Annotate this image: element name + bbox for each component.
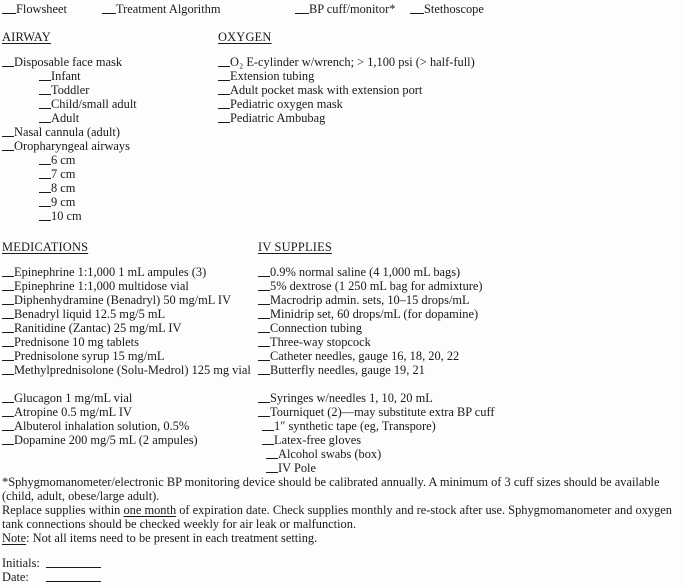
checklist-item: [2, 125, 218, 139]
checklist-item: [39, 181, 218, 195]
airway-oxygen-section: [2, 30, 685, 223]
item-label: Adult: [51, 111, 80, 125]
checkbox-blank[interactable]: [39, 120, 51, 123]
checklist-item: [258, 335, 685, 349]
checklist-item: [2, 321, 258, 335]
item-label: Three-way stopcock: [270, 335, 371, 349]
footnote-text: *Sphygmomanometer/electronic BP monitoring device should be calibrated annually. A minimum of 3 cuff sizes should be available (child, adult, obese/large adult).: [2, 475, 660, 503]
checkbox-blank[interactable]: [258, 330, 270, 333]
top-checklist-row: [2, 2, 685, 16]
item-label: 10 cm: [51, 209, 82, 223]
item-label: Alcohol swabs (box): [278, 447, 382, 461]
checklist-item: [39, 69, 218, 83]
checkbox-blank[interactable]: [258, 302, 270, 305]
date-label: Date:: [2, 570, 29, 584]
checkbox-blank[interactable]: [258, 414, 270, 417]
item-label: Glucagon 1 mg/mL vial: [14, 391, 133, 405]
checkbox-blank[interactable]: [2, 358, 14, 361]
checklist-item: [410, 2, 484, 16]
checkbox-blank[interactable]: [39, 204, 51, 207]
item-label: Minidrip set, 60 drops/mL (for dopamine): [270, 307, 479, 321]
checkbox-blank[interactable]: [2, 414, 14, 417]
checklist-item: [2, 363, 258, 377]
item-label: Latex-free gloves: [274, 433, 362, 447]
checkbox-blank[interactable]: [218, 78, 230, 81]
item-label: Prednisone 10 mg tablets: [14, 335, 139, 349]
checkbox-blank[interactable]: [2, 288, 14, 291]
initials-blank[interactable]: [46, 565, 101, 568]
item-label: Nasal cannula (adult): [14, 125, 120, 139]
item-label: Pediatric Ambubag: [230, 111, 326, 125]
checklist-item: [258, 307, 685, 321]
checklist-item: [2, 391, 258, 405]
item-label: Pediatric oxygen mask: [230, 97, 343, 111]
item-label: Tourniquet (2)—may substitute extra BP cuff: [270, 405, 495, 419]
checkbox-blank[interactable]: [218, 92, 230, 95]
medications-group-1: [2, 265, 258, 377]
checkbox-blank[interactable]: [2, 330, 14, 333]
checkbox-blank[interactable]: [295, 11, 309, 14]
item-label: Epinephrine 1:1,000 multidose vial: [14, 279, 189, 293]
section-heading: MEDICATIONS: [2, 240, 89, 254]
checklist-item: [258, 279, 685, 293]
item-label: IV Pole: [278, 461, 316, 475]
calibration-footnote: [2, 475, 685, 503]
item-label: Child/small adult: [51, 97, 137, 111]
item-label: Albuterol inhalation solution, 0.5%: [14, 419, 190, 433]
iv-supplies-group-2: [258, 391, 685, 475]
initials-label: Initials:: [2, 556, 40, 570]
item-label: Benadryl liquid 12.5 mg/5 mL: [14, 307, 166, 321]
item-label: Catheter needles, gauge 16, 18, 20, 22: [270, 349, 460, 363]
checklist-item: [39, 167, 218, 181]
item-label: BP cuff/monitor*: [309, 2, 396, 16]
checkbox-blank[interactable]: [262, 442, 274, 445]
item-label: 7 cm: [51, 167, 76, 181]
item-label: 0.9% normal saline (4 1,000 mL bags): [270, 265, 461, 279]
checkbox-blank[interactable]: [258, 400, 270, 403]
oxygen-heading: [218, 30, 685, 44]
footnote-text: Replace supplies within: [2, 503, 124, 517]
checkbox-blank[interactable]: [39, 162, 51, 165]
item-label: Macrodrip admin. sets, 10–15 drops/mL: [270, 293, 470, 307]
checklist-item: [258, 405, 685, 419]
checklist-item: [266, 461, 685, 475]
item-label: Atropine 0.5 mg/mL IV: [14, 405, 132, 419]
checklist-item: [2, 405, 258, 419]
checkbox-blank[interactable]: [2, 428, 14, 431]
checklist-item: [2, 55, 218, 69]
checklist-item: [218, 111, 685, 125]
checkbox-blank[interactable]: [102, 11, 116, 14]
checkbox-blank[interactable]: [2, 64, 14, 67]
signature-block: [2, 556, 685, 584]
footnotes: [2, 475, 685, 545]
checkbox-blank[interactable]: [39, 92, 51, 95]
checkbox-blank[interactable]: [39, 176, 51, 179]
checklist-item: [39, 97, 218, 111]
medications-ivsupplies-section: [2, 240, 685, 475]
item-label: Oropharyngeal airways: [14, 139, 130, 153]
footnote-text: : Not all items need to be present in each treatment setting.: [26, 531, 318, 545]
section-heading: AIRWAY: [2, 30, 51, 44]
date-row: [2, 570, 685, 584]
iv-supplies-heading: [258, 240, 685, 254]
item-label: O₂ E-cylinder w/wrench; > 1,100 psi (> half-full): [230, 55, 475, 69]
checklist-item: [258, 349, 685, 363]
checklist-item: [39, 153, 218, 167]
medications-heading: [2, 240, 258, 254]
item-label: 8 cm: [51, 181, 76, 195]
checkbox-blank[interactable]: [258, 372, 270, 375]
item-label: Flowsheet: [16, 2, 67, 16]
checklist-item: [262, 419, 685, 433]
underlined-phrase: Note: [2, 531, 27, 545]
checklist-item: [258, 363, 685, 377]
medications-group-2: [2, 391, 258, 447]
checklist-item: [218, 55, 685, 69]
checkbox-blank[interactable]: [266, 470, 278, 473]
airway-heading: [2, 30, 218, 44]
checkbox-blank[interactable]: [2, 274, 14, 277]
section-heading: IV SUPPLIES: [258, 240, 332, 254]
checkbox-blank[interactable]: [218, 64, 230, 67]
item-label: Disposable face mask: [14, 55, 123, 69]
checkbox-blank[interactable]: [258, 288, 270, 291]
checkbox-blank[interactable]: [258, 316, 270, 319]
checklist-item: [258, 265, 685, 279]
checklist-item: [2, 335, 258, 349]
checklist-item: [39, 111, 218, 125]
checklist-item: [2, 293, 258, 307]
checklist-item: [218, 97, 685, 111]
checkbox-blank[interactable]: [39, 78, 51, 81]
checklist-item: [295, 2, 395, 16]
item-label: Epinephrine 1:1,000 1 mL ampules (3): [14, 265, 207, 279]
checklist-item: [2, 139, 218, 153]
medications-column: [2, 240, 258, 475]
checklist-item: [2, 2, 67, 16]
item-label: 1″ synthetic tape (eg, Transpore): [274, 419, 436, 433]
checklist-item: [266, 447, 685, 461]
checkbox-blank[interactable]: [258, 358, 270, 361]
item-label: Ranitidine (Zantac) 25 mg/mL IV: [14, 321, 182, 335]
checkbox-blank[interactable]: [218, 120, 230, 123]
item-label: 6 cm: [51, 153, 76, 167]
checkbox-blank[interactable]: [2, 316, 14, 319]
item-label: Extension tubing: [230, 69, 315, 83]
checkbox-blank[interactable]: [2, 302, 14, 305]
checklist-item: [258, 293, 685, 307]
initials-row: [2, 556, 685, 570]
checklist-item: [102, 2, 221, 16]
checkbox-blank[interactable]: [2, 148, 14, 151]
checklist-item: [2, 279, 258, 293]
checklist-item: [2, 265, 258, 279]
checklist-item: [2, 307, 258, 321]
item-label: Infant: [51, 69, 81, 83]
checkbox-blank[interactable]: [2, 442, 14, 445]
checkbox-blank[interactable]: [262, 428, 274, 431]
checkbox-blank[interactable]: [39, 218, 51, 221]
item-label: Connection tubing: [270, 321, 362, 335]
checklist-item: [2, 433, 258, 447]
checklist-item: [39, 195, 218, 209]
replace-supplies-footnote: [2, 503, 685, 531]
checkbox-blank[interactable]: [2, 11, 16, 14]
item-label: Treatment Algorithm: [116, 2, 221, 16]
checklist-item: [39, 83, 218, 97]
checkbox-blank[interactable]: [2, 134, 14, 137]
section-heading: OXYGEN: [218, 30, 272, 44]
checkbox-blank[interactable]: [258, 274, 270, 277]
checkbox-blank[interactable]: [2, 400, 14, 403]
checklist-item: [258, 391, 685, 405]
footnote-text: of expiration date. Check supplies monthly and re-stock after use. Sphygmomanometer and oxygen tank connections should be checked weekly for air leak or malfunction.: [2, 503, 672, 531]
checkbox-blank[interactable]: [266, 456, 278, 459]
item-label: Syringes w/needles 1, 10, 20 mL: [270, 391, 433, 405]
note-footnote: [2, 531, 685, 545]
airway-column: [2, 30, 218, 223]
underlined-phrase: one month: [123, 503, 177, 517]
item-label: 9 cm: [51, 195, 76, 209]
item-label: Dopamine 200 mg/5 mL (2 ampules): [14, 433, 198, 447]
item-label: Toddler: [51, 83, 90, 97]
item-label: Diphenhydramine (Benadryl) 50 mg/mL IV: [14, 293, 232, 307]
checkbox-blank[interactable]: [258, 344, 270, 347]
checklist-item: [258, 321, 685, 335]
checklist-item: [218, 83, 685, 97]
item-label: Stethoscope: [424, 2, 484, 16]
checkbox-blank[interactable]: [410, 11, 424, 14]
item-label: Butterfly needles, gauge 19, 21: [270, 363, 425, 377]
item-label: Adult pocket mask with extension port: [230, 83, 423, 97]
checklist-item: [262, 433, 685, 447]
checkbox-blank[interactable]: [39, 106, 51, 109]
checklist-item: [39, 209, 218, 223]
checkbox-blank[interactable]: [2, 344, 14, 347]
checkbox-blank[interactable]: [2, 372, 14, 375]
date-blank[interactable]: [46, 579, 101, 582]
checklist-item: [2, 419, 258, 433]
checkbox-blank[interactable]: [218, 106, 230, 109]
iv-supplies-column: [258, 240, 685, 475]
iv-supplies-group-1: [258, 265, 685, 377]
checklist-item: [218, 69, 685, 83]
checklist-item: [2, 349, 258, 363]
item-label: Prednisolone syrup 15 mg/mL: [14, 349, 165, 363]
oxygen-column: [218, 30, 685, 223]
item-label: 5% dextrose (1 250 mL bag for admixture): [270, 279, 483, 293]
checkbox-blank[interactable]: [39, 190, 51, 193]
item-label: Methylprednisolone (Solu-Medrol) 125 mg vial: [14, 363, 251, 377]
